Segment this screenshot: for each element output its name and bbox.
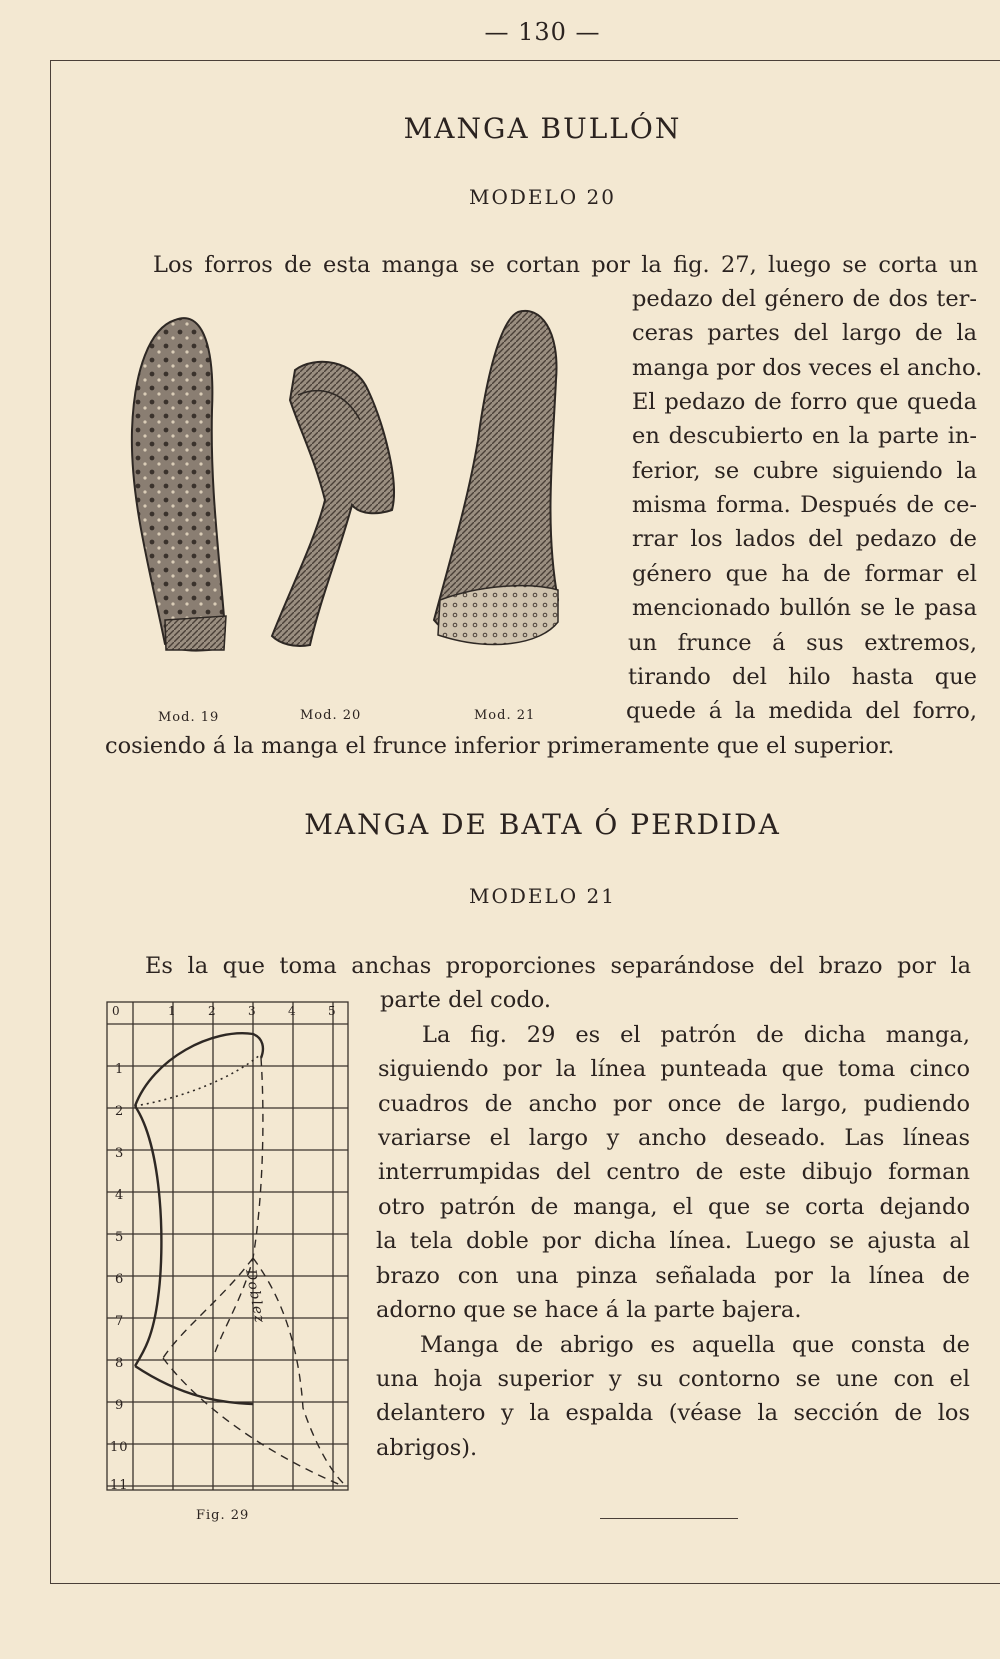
sleeve-illustration-mod-19 (132, 318, 225, 651)
text-line: pedazo del género de dos ter- (632, 286, 977, 312)
section-title-manga-bullon: MANGA BULLÓN (403, 112, 682, 145)
text-line: delantero y la espalda (véase la sección de los (376, 1400, 970, 1426)
text-line: género que ha de formar el (632, 561, 977, 587)
grid-top-label: 3 (248, 1004, 257, 1018)
caption-fig-29: Fig. 29 (196, 1508, 250, 1523)
text-line: tirando del hilo hasta que (628, 664, 977, 690)
text-line: variarse el largo y ancho deseado. Las líneas (378, 1125, 970, 1151)
grid-side-label: 3 (115, 1146, 125, 1161)
grid-side-label: 9 (115, 1398, 125, 1413)
grid-top-label: 2 (208, 1004, 217, 1018)
text-line: un frunce á sus extremos, (628, 630, 977, 656)
grid-side-label: 4 (115, 1188, 125, 1203)
text-line: Es la que toma anchas proporciones separándose del brazo por la (145, 953, 971, 979)
text-line: ceras partes del largo de la (632, 320, 977, 346)
page-number: — 130 — (484, 18, 601, 46)
text-line: ferior, se cubre siguiendo la (632, 458, 977, 484)
section-title-manga-de-bata: MANGA DE BATA Ó PERDIDA (304, 808, 781, 841)
text-line: rrar los lados del pedazo de (632, 526, 977, 552)
grid-top-label: 4 (288, 1004, 297, 1018)
text-line: cuadros de ancho por once de largo, pudiendo (378, 1091, 970, 1117)
grid-side-label: 5 (115, 1230, 125, 1245)
text-line: cosiendo á la manga el frunce inferior primeramente que el superior. (105, 733, 895, 759)
text-line: una hoja superior y su contorno se une con el (376, 1366, 970, 1392)
grid-side-label: 11 (110, 1478, 129, 1493)
text-line: otro patrón de manga, el que se corta dejando (378, 1194, 970, 1220)
grid-side-label: 1 (115, 1062, 125, 1077)
grid-side-label: 7 (115, 1314, 125, 1329)
text-line: abrigos). (376, 1435, 478, 1461)
grid-side-label: 2 (115, 1104, 125, 1119)
text-line: siguiendo por la línea punteada que toma cinco (378, 1056, 970, 1082)
grid-side-label: 6 (115, 1272, 125, 1287)
grid-side-label: 8 (115, 1356, 125, 1371)
text-line: misma forma. Después de ce- (632, 492, 977, 518)
text-line: mencionado bullón se le pasa (632, 595, 977, 621)
model-label-20: MODELO 20 (469, 185, 616, 209)
text-line: la tela doble por dicha línea. Luego se ajusta al (376, 1228, 970, 1254)
caption-mod-21: Mod. 21 (474, 708, 536, 723)
text-line: La fig. 29 es el patrón de dicha manga, (422, 1022, 970, 1048)
text-line: parte del codo. (380, 987, 552, 1013)
caption-mod-20: Mod. 20 (300, 708, 362, 723)
sleeve-illustration-mod-20 (272, 362, 394, 646)
text-line: en descubierto en la parte in- (632, 423, 977, 449)
text-line: Manga de abrigo es aquella que consta de (420, 1332, 970, 1358)
text-line: Los forros de esta manga se cortan por la fig. 27, luego se corta un (153, 252, 978, 278)
grid-side-label: 10 (110, 1440, 129, 1455)
fold-label-doblez: Doblez (242, 1268, 268, 1325)
grid-top-label: 1 (168, 1004, 177, 1018)
caption-mod-19: Mod. 19 (158, 710, 220, 725)
closing-rule (600, 1518, 738, 1519)
text-line: brazo con una pinza señalada por la línea de (376, 1263, 970, 1289)
grid-top-label: 0 (112, 1004, 121, 1018)
text-line: interrumpidas del centro de este dibujo forman (378, 1159, 970, 1185)
text-line: manga por dos veces el ancho. (632, 355, 983, 381)
grid-top-label: 5 (328, 1004, 337, 1018)
text-line: El pedazo de forro que queda (632, 389, 977, 415)
fig-29-pattern-grid (103, 998, 355, 1498)
model-label-21: MODELO 21 (469, 884, 616, 908)
text-line: quede á la medida del forro, (626, 698, 977, 724)
text-line: adorno que se hace á la parte bajera. (376, 1297, 802, 1323)
sleeve-illustrations (120, 300, 600, 720)
